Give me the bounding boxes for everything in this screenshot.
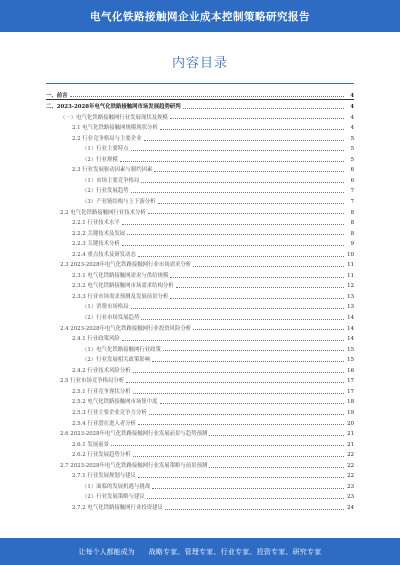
toc-entry-page-number: 4 xyxy=(350,104,354,111)
toc-leader-dots xyxy=(126,382,344,383)
toc-entry-page-number: 15 xyxy=(347,346,354,353)
toc-heading-rule xyxy=(46,83,354,84)
toc-entry-title: 2.3 行业发展驱动因素与制约因素 xyxy=(72,167,153,174)
toc-entry-page-number: 8 xyxy=(350,220,354,227)
toc-entry-title: 2.2.3 关键技术分析 xyxy=(72,241,120,248)
toc-entry-title: （3）产业链结构与上下游分析 xyxy=(82,199,156,206)
toc-entry-page-number: 4 xyxy=(350,92,354,99)
toc-entry-title: （1）行业主要特点 xyxy=(82,146,129,153)
toc-entry-page-number: 4 xyxy=(350,125,354,132)
toc-entry-page-number: 5 xyxy=(350,146,354,153)
toc-entry[interactable] xyxy=(46,237,354,248)
toc-entry[interactable] xyxy=(46,353,354,364)
toc-entry-page-number: 14 xyxy=(347,315,354,322)
toc-entry-title: 2.4.2 行业技术风险分析 xyxy=(72,367,131,374)
toc-entry[interactable] xyxy=(46,395,354,406)
toc-entry[interactable] xyxy=(46,226,354,237)
toc-entry-page-number: 7 xyxy=(350,188,354,195)
toc-entry-title: （一）电气化铁路接触网行业发展现状及规模 xyxy=(60,114,168,121)
toc-entry-title: （1）电气化铁路接触网行业政策 xyxy=(82,346,161,353)
toc-entry[interactable] xyxy=(46,110,354,121)
toc-entry-title: 2.2.2 关键技术及发展 xyxy=(72,230,126,237)
toc-entry-page-number: 12 xyxy=(347,283,354,290)
toc-entry-page-number: 15 xyxy=(347,357,354,364)
toc-entry-title: 2.6.2 行业发展趋势分析 xyxy=(72,452,131,459)
toc-entry-title: 2.2 行业竞争格局与主要企业 xyxy=(72,135,142,142)
toc-leader-dots xyxy=(131,150,344,151)
toc-entry-title: 2.1 电气化铁路接触网规模现状分析 xyxy=(72,125,158,132)
toc-entry-page-number: 4 xyxy=(350,114,354,121)
report-footer-banner xyxy=(0,538,400,565)
toc-entry-title: （2）行业发展策略与建议 xyxy=(82,494,145,501)
toc-leader-dots xyxy=(70,96,344,97)
toc-entry-page-number: 6 xyxy=(350,177,354,184)
toc-entry-title: （2）行业发展趋势 xyxy=(82,188,129,195)
toc-entry-page-number: 10 xyxy=(347,251,354,258)
toc-entry[interactable] xyxy=(46,310,354,321)
toc-entry-page-number: 23 xyxy=(347,483,354,490)
toc-entry-title: 2.3.3 行业市场需求预测及发展前景分析 xyxy=(72,293,169,300)
toc-entry-page-number: 21 xyxy=(347,431,354,438)
toc-entry[interactable] xyxy=(46,342,354,353)
toc-entry[interactable] xyxy=(46,279,354,290)
toc-entry-page-number: 14 xyxy=(347,325,354,332)
toc-leader-dots xyxy=(147,498,344,499)
report-title: 电气化铁路接触网企业成本控制策略研究报告 xyxy=(90,10,310,23)
toc-entry[interactable] xyxy=(46,374,354,385)
toc-entry[interactable] xyxy=(46,321,354,332)
toc-leader-dots xyxy=(154,171,344,172)
toc-entry[interactable] xyxy=(46,405,354,416)
toc-entry-page-number: 23 xyxy=(347,494,354,501)
toc-leader-dots xyxy=(149,414,344,415)
toc-entry[interactable] xyxy=(46,490,354,501)
toc-entry[interactable] xyxy=(46,205,354,216)
toc-entry[interactable] xyxy=(46,247,354,258)
toc-entry[interactable] xyxy=(46,121,354,132)
toc-leader-dots xyxy=(163,350,344,351)
toc-entry[interactable] xyxy=(46,384,354,395)
toc-leader-dots xyxy=(133,393,344,394)
toc-entry-title: （2）行业市场发展趋势 xyxy=(82,315,140,322)
toc-entry[interactable] xyxy=(46,184,354,195)
toc-entry-title: 2.4.1 行业政策风险 xyxy=(72,336,120,343)
toc-entry-page-number: 8 xyxy=(350,209,354,216)
toc-entry-title: 2.3 2023-2028年电气化铁路接触网行业市场需求分析 xyxy=(60,262,192,269)
toc-entry-title: （1）市场主要竞争格局 xyxy=(82,177,140,184)
toc-leader-dots xyxy=(158,203,344,204)
toc-entry-page-number: 20 xyxy=(347,420,354,427)
toc-leader-dots xyxy=(176,287,344,288)
toc-leader-dots xyxy=(122,224,344,225)
toc-leader-dots xyxy=(148,213,344,214)
toc-leader-dots xyxy=(183,108,344,109)
toc-entry-page-number: 5 xyxy=(350,156,354,163)
toc-entry-title: 2.5 行业市场竞争格局分析 xyxy=(60,378,125,385)
toc-entry-title: 2.2 电气化铁路接触网行业技术分析 xyxy=(60,209,146,216)
toc-entry[interactable] xyxy=(46,142,354,153)
toc-leader-dots xyxy=(120,161,344,162)
toc-entry-page-number: 13 xyxy=(347,304,354,311)
toc-leader-dots xyxy=(138,477,344,478)
toc-entry[interactable] xyxy=(46,268,354,279)
toc-entry-page-number: 9 xyxy=(350,241,354,248)
toc-entry-title: （1）面临的发展机遇与挑战 xyxy=(82,483,151,490)
toc-entry-page-number: 19 xyxy=(347,409,354,416)
toc-leader-dots xyxy=(209,467,344,468)
toc-leader-dots xyxy=(131,192,344,193)
toc-entry-page-number: 17 xyxy=(347,378,354,385)
toc-entry[interactable] xyxy=(46,458,354,469)
toc-entry[interactable] xyxy=(46,216,354,227)
toc-entry[interactable] xyxy=(46,194,354,205)
toc-leader-dots xyxy=(160,129,344,130)
toc-entry[interactable] xyxy=(46,289,354,300)
toc-entry-title: 2.4 2023-2028年电气化铁路接触网行业投资风险分析 xyxy=(60,325,192,332)
toc-entry-title: 二、2023-2028年电气化铁路接触网市场发展趋势研判 xyxy=(46,104,181,111)
toc-entry-page-number: 18 xyxy=(347,399,354,406)
toc-entry[interactable] xyxy=(46,469,354,480)
toc-entry-page-number: 11 xyxy=(347,262,354,269)
toc-entry-page-number: 5 xyxy=(350,135,354,142)
toc-entry[interactable] xyxy=(46,88,354,99)
toc-entry-page-number: 22 xyxy=(347,462,354,469)
toc-leader-dots xyxy=(131,308,344,309)
toc-leader-dots xyxy=(127,234,344,235)
toc-entry-title: 2.5.3 行业主要企业竞争力分析 xyxy=(72,409,147,416)
report-header-banner xyxy=(0,0,400,32)
toc-entry[interactable] xyxy=(46,163,354,174)
toc-leader-dots xyxy=(144,140,344,141)
footer-slogan-left: 让每个人都能成为 xyxy=(78,547,135,556)
toc-entry-page-number: 21 xyxy=(347,441,354,448)
toc-entry-title: （2）行业发展相关政策影响 xyxy=(82,357,151,364)
toc-entry-page-number: 24 xyxy=(347,504,354,511)
toc-entry[interactable] xyxy=(46,427,354,438)
toc-entry[interactable] xyxy=(46,173,354,184)
toc-entry[interactable] xyxy=(46,416,354,427)
toc-entry-title: 2.7 2023-2028年电气化铁路接触网行业发展策略与前景预测 xyxy=(60,462,208,469)
toc-leader-dots xyxy=(152,488,344,489)
toc-leader-dots xyxy=(209,435,344,436)
toc-entry-title: 2.3.2 电气化铁路接触网市场需求结构分析 xyxy=(72,283,174,290)
toc-entry[interactable] xyxy=(46,479,354,490)
toc-leader-dots xyxy=(133,372,344,373)
toc-heading: 内容目录 xyxy=(171,56,228,71)
toc-leader-dots xyxy=(193,329,344,330)
toc-entry-page-number: 17 xyxy=(347,388,354,395)
toc-leader-dots xyxy=(122,245,344,246)
toc-leader-dots xyxy=(138,256,344,257)
toc-entry[interactable] xyxy=(46,500,354,511)
toc-entry-page-number: 14 xyxy=(347,336,354,343)
toc-leader-dots xyxy=(193,266,344,267)
toc-leader-dots xyxy=(170,118,344,119)
toc-entry[interactable] xyxy=(46,363,354,374)
toc-entry-title: （2）行业规模 xyxy=(82,156,118,163)
toc-leader-dots xyxy=(170,277,344,278)
toc-entry-title: 2.6.1 发展前景 xyxy=(72,441,109,448)
toc-entry-page-number: 6 xyxy=(350,167,354,174)
toc-leader-dots xyxy=(170,298,344,299)
toc-entry[interactable] xyxy=(46,131,354,142)
toc-entry[interactable] xyxy=(46,332,354,343)
toc-entry-title: 2.3.1 电气化铁路接触网需求与供给规模 xyxy=(72,272,169,279)
toc-leader-dots xyxy=(141,319,344,320)
toc-leader-dots xyxy=(111,445,344,446)
toc-entry-title: 2.7.1 行业发展规划与建议 xyxy=(72,473,136,480)
toc-entry-title: 2.2.1 行业技术水平 xyxy=(72,220,120,227)
toc-leader-dots xyxy=(160,403,344,404)
toc-entry[interactable] xyxy=(46,448,354,459)
toc-entry-title: （1）消费市场格局 xyxy=(82,304,129,311)
toc-entry-title: 2.5.2 电气化铁路接触网市场集中度 xyxy=(72,399,158,406)
footer-slogan-right: 战略专家、管理专家、行业专家、投资专家、研究专家 xyxy=(148,547,322,556)
toc-leader-dots xyxy=(141,182,344,183)
toc-entry-title: 2.2.4 重点技术及研发动态 xyxy=(72,251,136,258)
toc-entry-page-number: 13 xyxy=(347,293,354,300)
toc-entry-page-number: 22 xyxy=(347,473,354,480)
toc-leader-dots xyxy=(138,424,344,425)
toc-entry-page-number: 11 xyxy=(347,272,354,279)
toc-entry-title: 2.7.2 电气化铁路接触网行业投资建议 xyxy=(72,504,163,511)
toc-leader-dots xyxy=(133,456,344,457)
toc-entry-page-number: 7 xyxy=(350,199,354,206)
toc-leader-dots xyxy=(165,509,344,510)
toc-entry-page-number: 8 xyxy=(350,230,354,237)
toc-entry[interactable] xyxy=(46,258,354,269)
toc-entry-title: 一、前言 xyxy=(46,92,68,99)
toc-leader-dots xyxy=(152,361,344,362)
toc-entry[interactable] xyxy=(46,437,354,448)
toc-entry[interactable] xyxy=(46,300,354,311)
toc-entry-title: 2.5.4 行业潜在进入者分析 xyxy=(72,420,136,427)
toc-entry-page-number: 16 xyxy=(347,367,354,374)
toc-leader-dots xyxy=(122,340,344,341)
toc-entry-title: 2.6 2023-2028年电气化铁路接触网行业发展前景与趋势预测 xyxy=(60,431,208,438)
table-of-contents xyxy=(46,88,354,511)
toc-entry-title: 2.5.1 行业竞争现状分析 xyxy=(72,388,131,395)
toc-entry[interactable] xyxy=(46,152,354,163)
toc-entry-page-number: 22 xyxy=(347,452,354,459)
toc-entry[interactable] xyxy=(46,99,354,111)
